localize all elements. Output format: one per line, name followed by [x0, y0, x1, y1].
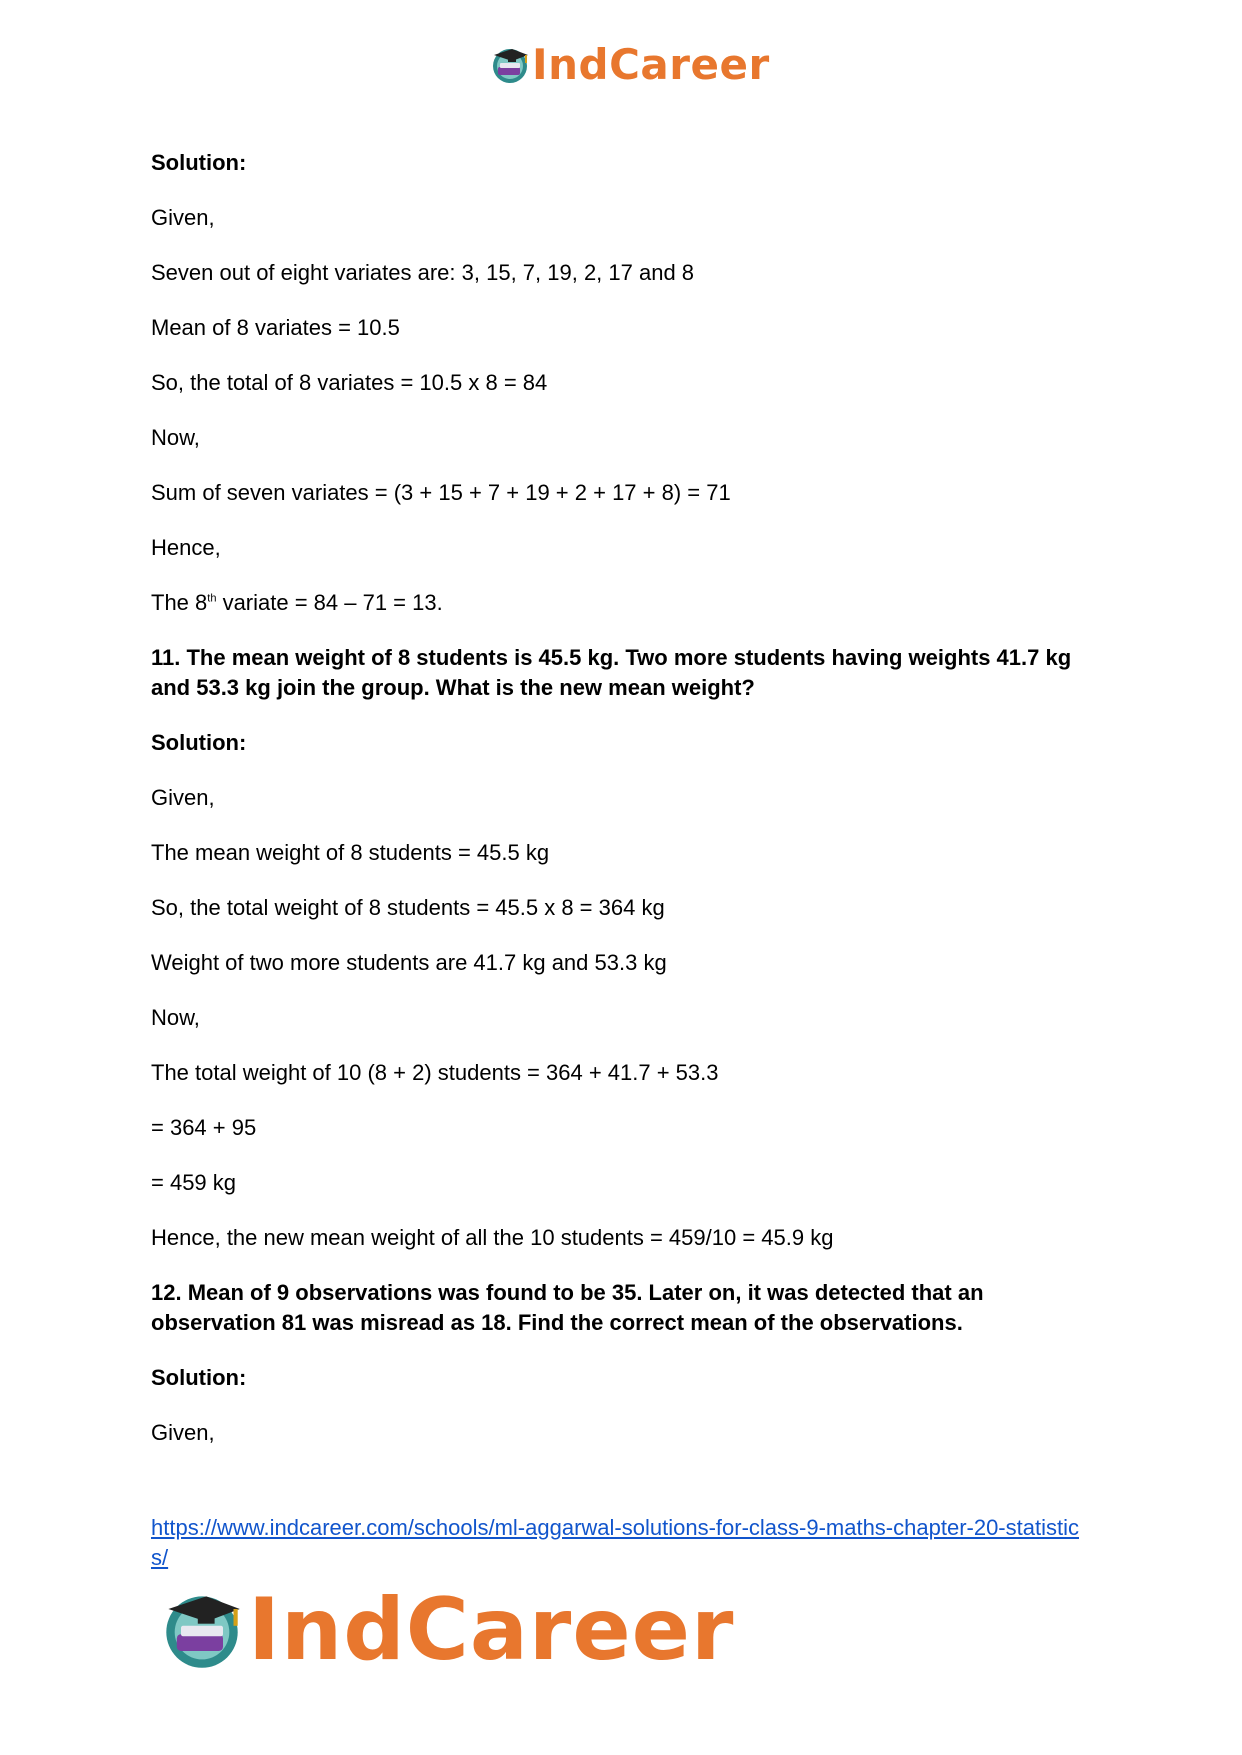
text-line: = 459 kg: [151, 1170, 237, 1195]
text-line: Given,: [151, 1420, 215, 1445]
footer-url-link[interactable]: https://www.indcareer.com/schools/ml-aggarwal-solutions-for-class-9-maths-chapter-20-statistics/: [151, 1515, 1079, 1570]
graduation-cap-book-icon: [490, 45, 530, 85]
logo-wordmark: IndCareer: [248, 1580, 735, 1680]
eighth-variate-suffix: variate = 84 – 71 = 13.: [216, 590, 443, 615]
question-12: 12. Mean of 9 observations was found to be 35. Later on, it was detected that an observation 81 was misread as 18. Find the correct mean of the observations.: [151, 1280, 984, 1335]
header-logo: [490, 40, 770, 89]
eighth-variate-line: [151, 588, 1091, 618]
solution-heading: Solution:: [151, 730, 247, 755]
footer-logo: [160, 1580, 734, 1680]
text-line: Mean of 8 variates = 10.5: [151, 315, 400, 340]
text-line: Given,: [151, 785, 215, 810]
solution-heading: Solution:: [151, 1365, 247, 1390]
logo-wordmark: IndCareer: [532, 40, 770, 89]
eighth-variate-prefix: The 8: [151, 590, 208, 615]
text-line: So, the total of 8 variates = 10.5 x 8 = 84: [151, 370, 548, 395]
text-line: Now,: [151, 425, 200, 450]
graduation-cap-book-icon: [160, 1588, 244, 1672]
document-body: [151, 148, 1091, 1473]
text-line: Sum of seven variates = (3 + 15 + 7 + 19 + 2 + 17 + 8) = 71: [151, 480, 731, 505]
text-line: The total weight of 10 (8 + 2) students = 364 + 41.7 + 53.3: [151, 1060, 719, 1085]
text-line: = 364 + 95: [151, 1115, 257, 1140]
text-line: Hence,: [151, 535, 221, 560]
text-line: So, the total weight of 8 students = 45.5 x 8 = 364 kg: [151, 895, 665, 920]
text-line: Given,: [151, 205, 215, 230]
text-line: Hence, the new mean weight of all the 10 students = 459/10 = 45.9 kg: [151, 1225, 834, 1250]
solution-heading: Solution:: [151, 150, 247, 175]
question-11: 11. The mean weight of 8 students is 45.5 kg. Two more students having weights 41.7 kg and 53.3 kg join the group. What is the new mean weight?: [151, 645, 1072, 700]
text-line: Now,: [151, 1005, 200, 1030]
text-line: Weight of two more students are 41.7 kg and 53.3 kg: [151, 950, 667, 975]
text-line: Seven out of eight variates are: 3, 15, 7, 19, 2, 17 and 8: [151, 260, 695, 285]
ordinal-suffix: th: [207, 592, 217, 605]
text-line: The mean weight of 8 students = 45.5 kg: [151, 840, 550, 865]
